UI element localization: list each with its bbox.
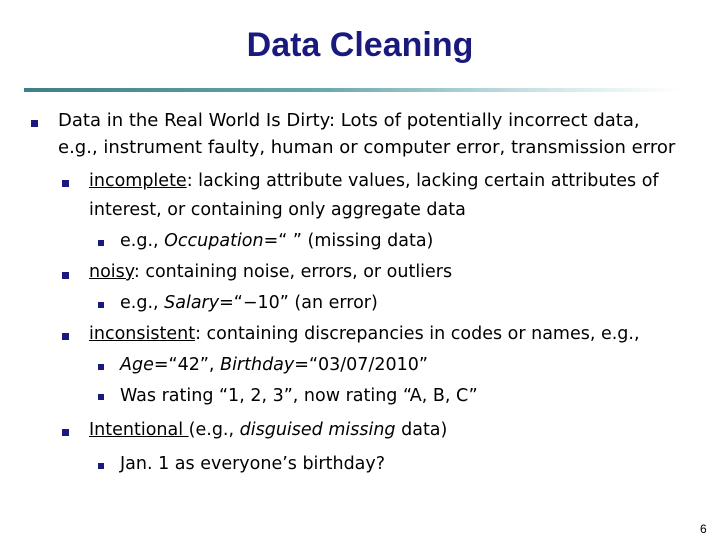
inconsistent-example-2: Was rating “1, 2, 3”, now rating “A, B, C” <box>120 386 478 406</box>
intentional-emphasis: disguised missing <box>239 420 396 440</box>
noisy-description: : containing noise, errors, or outliers <box>133 262 453 282</box>
incomplete-term: incomplete <box>89 171 187 191</box>
example-value: =“ ” (missing data) <box>263 231 434 251</box>
example-attribute: Occupation <box>164 231 264 251</box>
intentional-description-end: data) <box>395 420 448 440</box>
example-attribute: Salary <box>164 293 220 313</box>
noisy-term: noisy <box>89 262 134 282</box>
example-value: =“42”, <box>153 355 221 375</box>
intentional-term: Intentional <box>89 420 189 440</box>
bullet-icon <box>62 272 69 279</box>
inconsistent-description: : containing discrepancies in codes or names, e.g., <box>195 324 640 344</box>
bullet-icon <box>98 240 104 246</box>
inconsistent-term: inconsistent <box>89 324 196 344</box>
noisy-item <box>89 262 452 282</box>
example-attribute: Birthday <box>220 355 295 375</box>
intentional-example: Jan. 1 as everyone’s birthday? <box>120 454 386 474</box>
example-value: =“−10” (an error) <box>219 293 378 313</box>
intentional-item <box>89 420 447 440</box>
incomplete-description: : lacking attribute values, lacking certain attributes of <box>186 171 659 191</box>
inconsistent-example-1 <box>120 355 428 375</box>
inconsistent-item <box>89 324 640 344</box>
bullet-icon <box>62 429 69 436</box>
bullet-icon <box>31 120 38 127</box>
title-divider <box>24 88 680 92</box>
example-prefix: e.g., <box>120 293 165 313</box>
incomplete-item <box>89 171 659 191</box>
bullet-icon <box>98 364 104 370</box>
bullet-icon <box>62 180 69 187</box>
bullet-icon <box>98 463 104 469</box>
main-point-line-1: Data in the Real World Is Dirty: Lots of potentially incorrect data, <box>58 110 640 131</box>
noisy-example <box>120 293 378 313</box>
intentional-description: (e.g., <box>188 420 240 440</box>
example-prefix: e.g., <box>120 231 165 251</box>
bullet-icon <box>98 302 104 308</box>
bullet-icon <box>62 333 69 340</box>
main-point-line-2: e.g., instrument faulty, human or computer error, transmission error <box>58 137 676 158</box>
incomplete-example <box>120 231 433 251</box>
bullet-icon <box>98 394 104 400</box>
page-number: 6 <box>700 522 707 536</box>
incomplete-description-line-2: interest, or containing only aggregate data <box>89 200 466 220</box>
example-attribute: Age <box>120 355 154 375</box>
slide-title: Data Cleaning <box>246 26 474 64</box>
example-value: =“03/07/2010” <box>294 355 428 375</box>
